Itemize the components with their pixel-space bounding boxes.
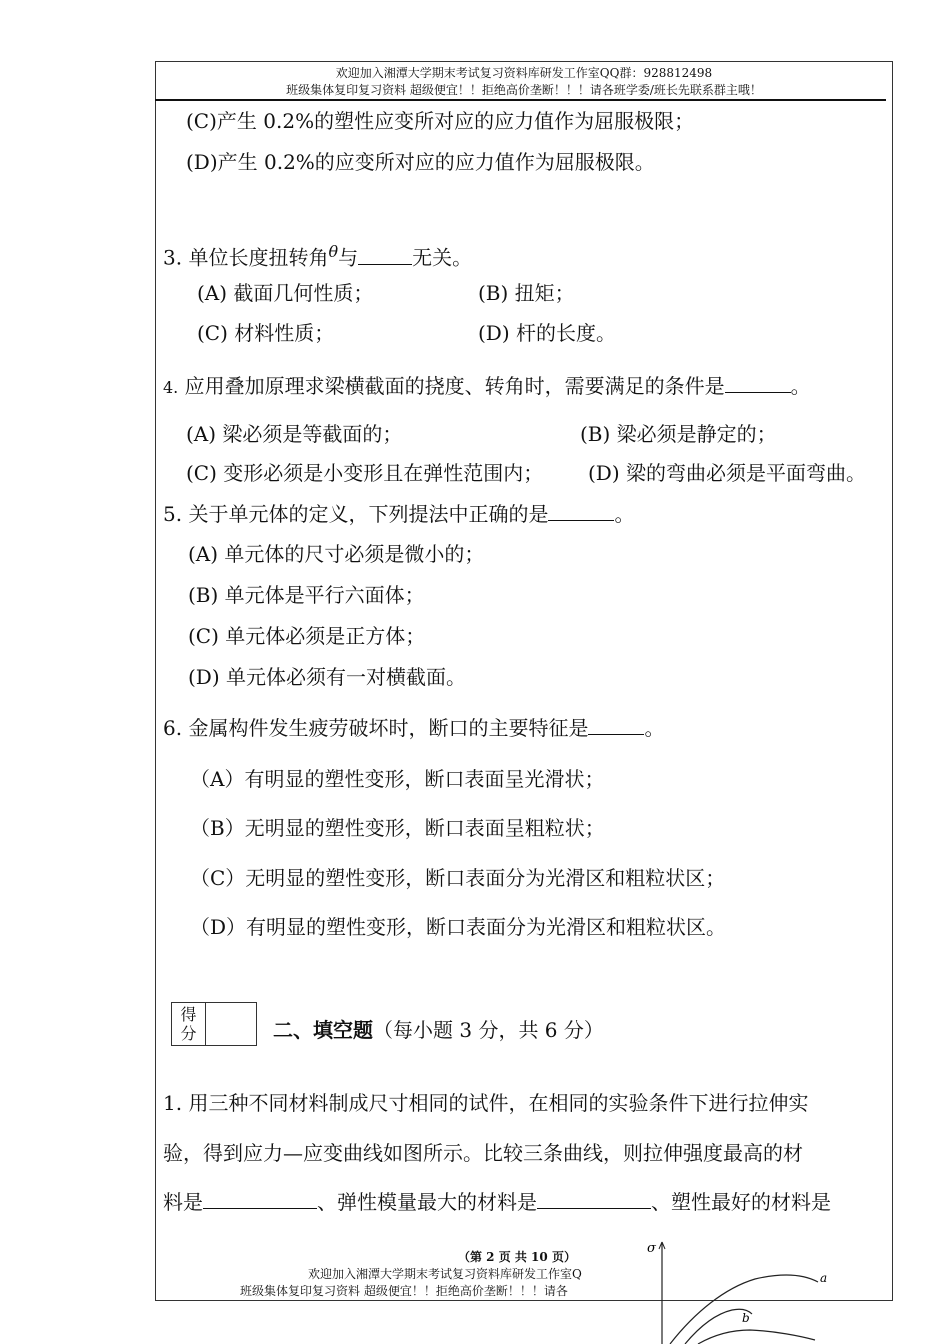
q5-option-b: (B) 单元体是平行六面体； xyxy=(188,583,425,607)
fill1-line3-a: 料是 xyxy=(163,1190,203,1214)
q3-stem xyxy=(163,240,472,270)
q4-answer-blank xyxy=(725,374,791,393)
q6-stem-text: 6. 金属构件发生疲劳破坏时，断口的主要特征是 xyxy=(163,716,589,740)
q4-option-b: (B) 梁必须是静定的； xyxy=(580,422,777,446)
header-rule xyxy=(155,99,886,101)
fill1-line3-c: 、塑性最好的材料是 xyxy=(651,1190,831,1214)
fill1-line3 xyxy=(163,1190,831,1214)
fill1-line3-b: 、弹性模量最大的材料是 xyxy=(317,1190,537,1214)
curve-c xyxy=(698,1330,815,1344)
q6-option-c: （C）无明显的塑性变形，断口表面分为光滑区和粗粒状区； xyxy=(190,866,726,890)
q6-option-a: （A）有明显的塑性变形，断口表面呈光滑状； xyxy=(190,767,605,791)
q3-option-d: (D) 杆的长度。 xyxy=(478,321,616,345)
q5-stem xyxy=(163,502,634,526)
score-label-line2: 分 xyxy=(180,1024,197,1043)
fill1-line1: 1. 用三种不同材料制成尺寸相同的试件，在相同的实验条件下进行拉伸实 xyxy=(163,1091,809,1115)
score-box xyxy=(171,1002,257,1046)
footer-line-2: 班级集体复印复习资料 超级便宜！！拒绝高价垄断！！！请各 xyxy=(240,1284,568,1298)
q4-stem-end: 。 xyxy=(790,374,811,398)
stress-strain-figure xyxy=(640,1240,880,1344)
score-label-line1: 得 xyxy=(180,1005,197,1024)
q3-stem-end: 无关。 xyxy=(412,245,473,270)
q5-option-c: (C) 单元体必须是正方体； xyxy=(188,624,426,648)
q5-answer-blank xyxy=(548,502,614,521)
fill1-line2: 验，得到应力—应变曲线如图所示。比较三条曲线，则拉伸强度最高的材 xyxy=(163,1141,803,1165)
q5-option-a: (A) 单元体的尺寸必须是微小的； xyxy=(188,542,485,566)
curve-b-label: b xyxy=(742,1311,750,1325)
fill1-blank-1 xyxy=(203,1190,317,1209)
sigma-axis-label: σ xyxy=(647,1241,656,1256)
q5-option-d: (D) 单元体必须有一对横截面。 xyxy=(188,665,466,689)
q3-option-a: (A) 截面几何性质； xyxy=(197,281,374,305)
q2-option-c: (C)产生 0.2%的塑性应变所对应的应力值作为屈服极限； xyxy=(186,109,695,133)
footer-page-number: （第 2 页 共 10 页） xyxy=(458,1250,576,1264)
q2-option-d: (D)产生 0.2%的应变所对应的应力值作为屈服极限。 xyxy=(186,150,655,174)
curve-a-label: a xyxy=(820,1271,828,1285)
q4-number: 4. xyxy=(163,378,179,397)
q3-option-c: (C) 材料性质； xyxy=(197,321,335,345)
section-2-note: （每小题 3 分，共 6 分） xyxy=(373,1018,604,1042)
section-2-title xyxy=(273,1014,604,1043)
q3-answer-blank xyxy=(358,246,412,265)
q3-stem-text: 3. 单位长度扭转角 xyxy=(163,245,329,270)
section-2-heading: 二、填空题 xyxy=(273,1018,373,1042)
q6-stem xyxy=(163,716,664,740)
q3-stem-connector: 与 xyxy=(338,245,359,270)
q6-option-d: （D）有明显的塑性变形，断口表面分为光滑区和粗粒状区。 xyxy=(190,915,727,939)
q3-option-b: (B) 扭矩； xyxy=(478,281,575,305)
q6-stem-end: 。 xyxy=(644,716,665,740)
q6-answer-blank xyxy=(588,716,644,735)
fill1-blank-2 xyxy=(537,1190,651,1209)
q5-stem-text: 5. 关于单元体的定义，下列提法中正确的是 xyxy=(163,502,549,526)
header-line-1: 欢迎加入湘潭大学期末考试复习资料库研发工作室QQ群：928812498 xyxy=(335,66,713,80)
q4-option-d: (D) 梁的弯曲必须是平面弯曲。 xyxy=(588,461,866,485)
header-line-2: 班级集体复印复习资料 超级便宜！！拒绝高价垄断！！！请各班学委/班长先联系群主哦！ xyxy=(286,83,762,97)
q4-option-a: (A) 梁必须是等截面的； xyxy=(186,422,403,446)
q4-option-c: (C) 变形必须是小变形且在弹性范围内； xyxy=(186,461,544,485)
q4-stem-text: 应用叠加原理求梁横截面的挠度、转角时，需要满足的条件是 xyxy=(184,374,725,398)
score-label xyxy=(172,1003,206,1045)
footer-line-1: 欢迎加入湘潭大学期末考试复习资料库研发工作室Q xyxy=(308,1267,582,1281)
q4-stem xyxy=(163,374,811,400)
theta-symbol: θ xyxy=(328,242,339,261)
q6-option-b: （B）无明显的塑性变形，断口表面呈粗粒状； xyxy=(190,816,605,840)
q5-stem-end: 。 xyxy=(614,502,635,526)
